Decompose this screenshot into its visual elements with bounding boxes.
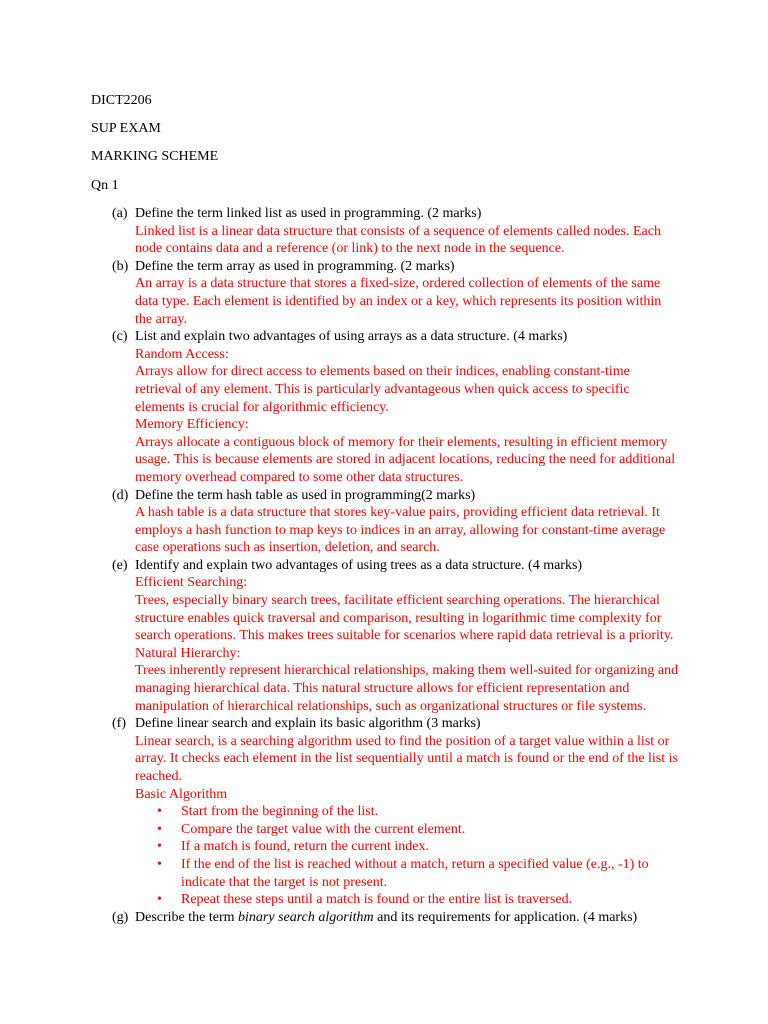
list-item <box>135 838 680 856</box>
question-text-end: and its requirements for application. (4 marks) <box>373 909 638 925</box>
list-item-text: Compare the target value with the current element. <box>181 821 466 837</box>
bullet-icon: • <box>157 839 162 855</box>
question-b <box>0 258 680 328</box>
question-c <box>0 328 680 486</box>
list-item-text: Start from the beginning of the list. <box>181 804 379 820</box>
list-item <box>135 891 680 909</box>
question-text: List and explain two advantages of using arrays as a data structure. (4 marks) <box>135 329 568 345</box>
answer-text: Linked list is a linear data structure that consists of a sequence of elements called nodes. Each node contains data and a reference (or link) to the next node in the sequence. <box>135 223 661 257</box>
answer-text: Linear search, is a searching algorithm used to find the position of a target value within a list or array. It checks each element in the list sequentially until a match is found or the end of the list is reached. <box>135 733 678 784</box>
bullet-icon: • <box>157 804 162 820</box>
question-text: Define the term linked list as used in programming. (2 marks) <box>135 206 482 221</box>
answer-block <box>135 574 680 715</box>
question-label: (d) <box>112 487 129 503</box>
question-text: Define the term array as used in programming. (2 marks) <box>135 258 455 274</box>
list-item <box>135 803 680 821</box>
answer-text: A hash table is a data structure that stores key-value pairs, providing efficient data retrieval. It employs a hash function to map keys to indices in an array, allowing for constant-time average case operations such as insertion, deletion, and search. <box>135 505 666 556</box>
answer-subheading: Efficient Searching: <box>135 575 248 591</box>
question-label: (c) <box>112 329 128 345</box>
bullet-icon: • <box>157 892 162 908</box>
question-text: Identify and explain two advantages of using trees as a data structure. (4 marks) <box>135 557 583 573</box>
question-label: (b) <box>112 258 129 274</box>
question-label: (g) <box>112 909 129 925</box>
question-label: (a) <box>112 206 128 221</box>
question-number: Qn 1 <box>91 178 119 193</box>
question-text-term: binary search algorithm <box>238 909 374 925</box>
answer-text: An array is a data structure that stores a fixed-size, ordered collection of elements of the same data type. Each element is identified by an index or a key, which represents its position within the array. <box>135 276 662 327</box>
list-item-text: If the end of the list is reached without a match, return a specified value (e.g., -1) to indicate that the target is not present. <box>181 856 649 890</box>
question-text-start: Describe the term <box>135 909 239 925</box>
question-text: Define linear search and explain its basic algorithm (3 marks) <box>135 716 481 732</box>
answer-subheading: Natural Hierarchy: <box>135 645 241 661</box>
answer-block <box>135 223 680 258</box>
marking-scheme-title: MARKING SCHEME <box>91 149 219 164</box>
answer-text: Arrays allow for direct access to elements based on their indices, enabling constant-time retrieval of any element. This is particularly advantageous when quick access to specific elements is crucial for algorithmic efficiency. <box>135 364 630 415</box>
question-e <box>0 557 680 715</box>
answer-text: Trees inherently represent hierarchical relationships, making them well-suited for organizing and managing hierarchical data. This natural structure allows for efficient representation and manipulation of hierarchical relationships, such as organizational structures or file systems. <box>135 663 679 714</box>
answer-text: Trees, especially binary search trees, facilitate efficient searching operations. The hierarchical structure enables quick traversal and comparison, resulting in logarithmic time complexity for search operations. This makes trees suitable for scenarios where rapid data retrieval is a priority. <box>135 593 674 644</box>
answer-subheading: Random Access: <box>135 346 229 362</box>
question-d <box>0 487 680 557</box>
question-text: Define the term hash table as used in programming(2 marks) <box>135 487 476 503</box>
bullet-icon: • <box>157 821 162 837</box>
bullet-icon: • <box>157 856 162 872</box>
question-f <box>0 715 680 909</box>
list-item <box>135 821 680 839</box>
answer-text: Arrays allocate a contiguous block of memory for their elements, resulting in efficient memory usage. This is because elements are stored in adjacent locations, reducing the need for additional memory overhead compared to some other data structures. <box>135 434 676 485</box>
algorithm-steps-list <box>135 803 680 909</box>
answer-subheading: Memory Efficiency: <box>135 417 249 433</box>
answer-block <box>135 504 680 557</box>
list-item-text: If a match is found, return the current index. <box>181 839 430 855</box>
question-label: (e) <box>112 557 128 573</box>
exam-type: SUP EXAM <box>91 121 161 136</box>
question-text <box>135 909 680 927</box>
list-item-text: Repeat these steps until a match is found or the entire list is traversed. <box>181 892 573 908</box>
answer-subheading: Basic Algorithm <box>135 786 228 802</box>
course-code: DICT2206 <box>91 93 152 108</box>
list-item <box>135 856 680 891</box>
question-label: (f) <box>112 716 126 732</box>
question-list <box>0 205 768 926</box>
answer-block <box>135 275 680 328</box>
question-a <box>0 205 680 258</box>
question-g <box>0 909 680 927</box>
answer-block <box>135 346 680 487</box>
answer-block <box>135 733 680 909</box>
